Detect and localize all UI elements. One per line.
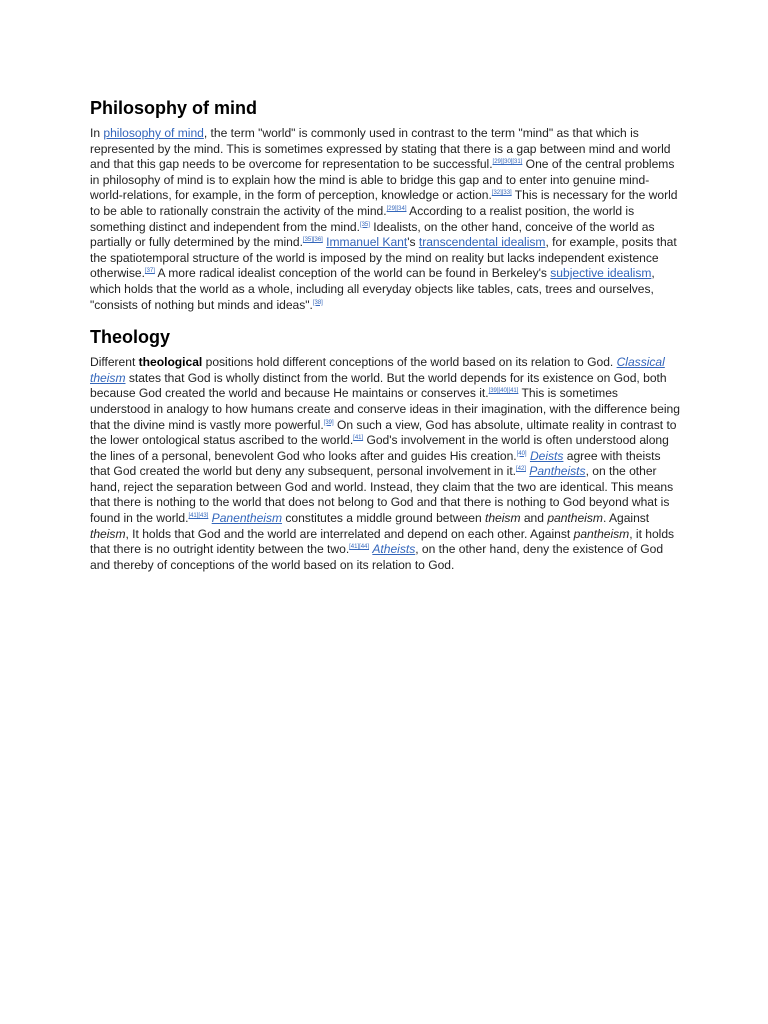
citation-link[interactable]: [29][30] [492,159,513,166]
italic-term: theism [90,526,126,541]
paragraph-text: , which holds that the world as a whole, including all everyday objects like tables, cats, trees and ourselves, "consists of nothing but minds and ideas". [90,266,655,312]
citation-link[interactable]: [29][34] [386,205,407,212]
italic-term: theism [485,511,521,526]
citation-link[interactable]: [41][44] [349,544,370,551]
citation-link[interactable]: [40] [516,450,527,457]
paragraph-text: God's involvement in the world is often understood along the lines of a personal, benevolent God who looks after and guides His creation. [90,433,669,463]
paragraph-text: A more radical idealist conception of the world can be found in Berkeley's [154,266,551,281]
citation-link[interactable]: [37] [144,268,155,275]
citation-link[interactable]: [35][36] [302,237,323,244]
paragraph-text: , for example, posits that the spatiotemporal structure of the world is imposed by the mind on reality but lacks independent existence otherwise. [90,235,677,281]
italic-term: pantheism [547,511,603,526]
citation-link[interactable]: [41] [353,435,364,442]
section-heading-theology: Theology [90,327,170,348]
paragraph-text: This is sometimes understood in analogy to how humans create and conserve ideas in their imagination, with the difference being that the divine mind is vastly more powerful. [90,386,680,432]
link-panentheism[interactable]: Panentheism [211,511,283,526]
link-atheists[interactable]: Atheists [372,542,416,557]
paragraph-text: Different [90,355,139,370]
paragraph-text: This is necessary for the world to be able to rationally constrain the activity of the mind. [90,188,678,218]
paragraph-text: According to a realist position, the world is something distinct and independent from the mind. [90,203,635,234]
paragraph-text: 's [407,235,419,250]
paragraph-text: In [90,126,104,140]
paragraph-text: and [520,511,548,526]
section-paragraph-theology [90,355,680,573]
paragraph-text: , the term "world" is commonly used in contrast to the term "mind" as that which is represented by the mind. This is sometimes expressed by stating that there is a gap between mind and world and that this gap needs to be overcome for representation to be successful. [90,126,671,172]
paragraph-text: positions hold different conceptions of the world based on its relation to God. [202,355,617,370]
link-pantheists[interactable]: Pantheists [529,464,586,479]
paragraph-text: states that God is wholly distinct from the world. But the world depends for its existence on God, both because God created the world and because He maintains or conserves it. [90,370,667,401]
link-classical-theism[interactable]: Classical theism [90,355,665,385]
section-paragraph-philosophy-of-mind [90,126,680,313]
paragraph-text: , It holds that God and the world are interrelated and depend on each other. Against [125,526,574,541]
paragraph-text: On such a view, God has absolute, ultimate reality in contrast to the lower ontological status ascribed to the world. [90,417,677,448]
link-transcendental-idealism[interactable]: transcendental idealism [418,235,546,250]
link-immanuel-kant[interactable]: Immanuel Kant [326,235,408,250]
paragraph-text: , it holds that there is no outright identity between the two. [90,526,675,557]
paragraph-text: , on the other hand, deny the existence of God and thereby of conceptions of the world based on its relation to God. [90,542,664,572]
paragraph-text: agree with theists that God created the world but deny any subsequent, personal involvement in it. [90,448,661,479]
citation-link[interactable]: [40][41] [498,388,519,395]
citation-link[interactable]: [39] [323,419,334,426]
paragraph-text: , on the other hand, reject the separation between God and world. Instead, they claim that the two are identical. This means that there is nothing to the world that does not belong to God and that there is nothing to God beyond what is found in the world. [90,464,674,526]
link-philosophy-of-mind[interactable]: philosophy of mind [103,126,204,140]
article-body [90,96,680,573]
paragraph-text: One of the central problems in philosophy of mind is to explain how the mind is able to bridge this gap and to enter into genuine mind-world-relations, for example, in the form of perception, knowledge or action. [90,157,675,203]
section-heading-philosophy-of-mind: Philosophy of mind [90,98,257,118]
citation-link[interactable]: [31] [512,159,523,166]
citation-link[interactable]: [39] [488,388,499,395]
paragraph-text: . Against [602,511,650,526]
link-subjective-idealism[interactable]: subjective idealism [550,266,652,281]
paragraph-text: Idealists, on the other hand, conceive of the world as partially or fully determined by the mind. [90,219,655,250]
citation-link[interactable]: [38] [312,299,323,306]
italic-term: pantheism [573,526,630,541]
paragraph-text: constitutes a middle ground between [282,511,485,526]
citation-link[interactable]: [42] [516,466,526,473]
citation-link[interactable]: [41][43] [188,513,209,520]
citation-link[interactable]: [35] [359,221,370,228]
citation-link[interactable]: [32][33] [491,190,512,197]
bold-term: theological [138,355,203,370]
link-deists[interactable]: Deists [529,448,564,463]
